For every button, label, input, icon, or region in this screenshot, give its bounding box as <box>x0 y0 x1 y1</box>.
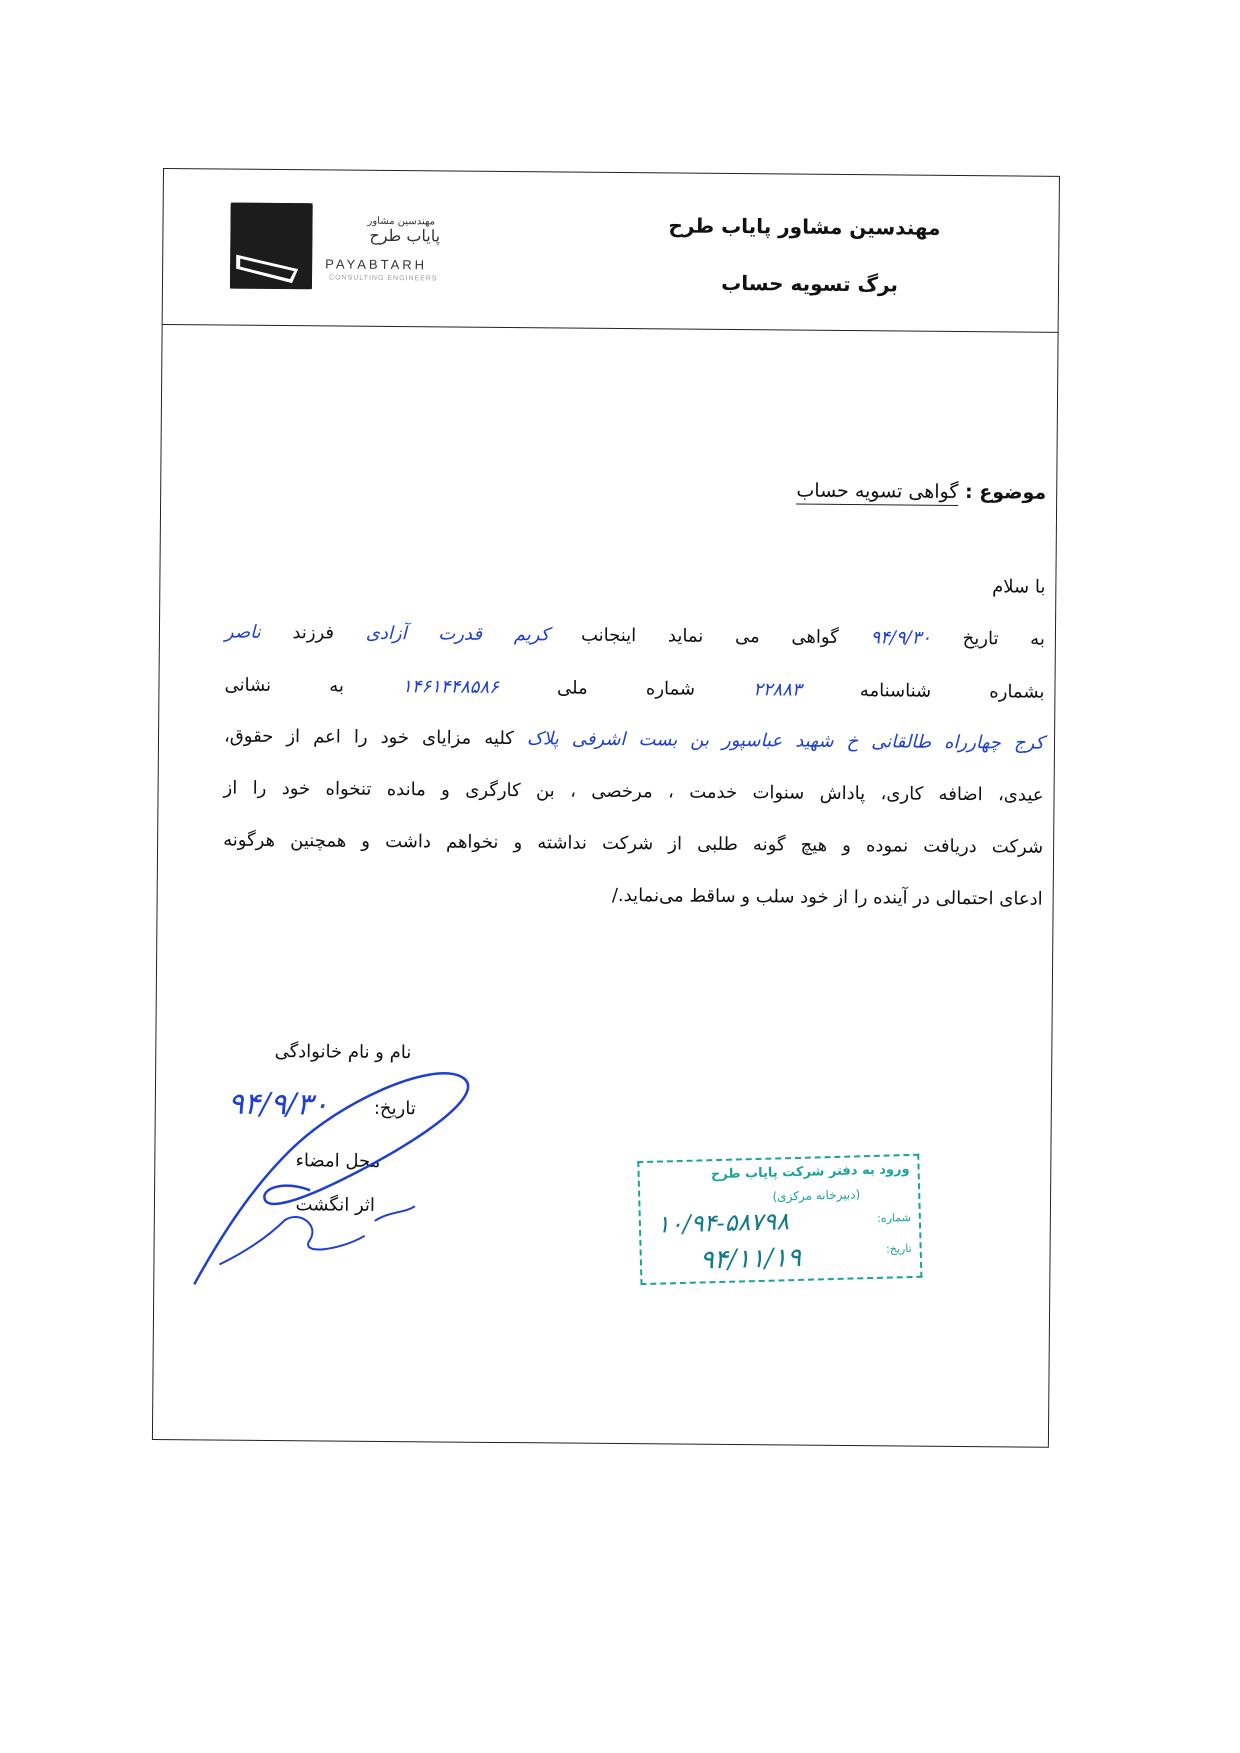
subject-label: موضوع : <box>964 481 1047 504</box>
company-logo-text <box>325 215 486 286</box>
entry-stamp <box>637 1154 922 1285</box>
fingerprint-label: اثر انگشت <box>295 1194 376 1216</box>
signature-place-label: محل امضاء <box>295 1150 381 1172</box>
document-frame <box>152 168 1060 1448</box>
handwritten-date: ۹۴/۹/۳۰ <box>870 627 932 649</box>
handwritten-signature <box>189 1059 521 1292</box>
logo-sub: CONSULTING ENGINEERS <box>329 274 438 283</box>
handwritten-national-id: ۱۴۶۱۴۴۸۵۸۶ <box>402 676 499 698</box>
handwritten-id-number: ۲۲۸۸۳ <box>753 679 802 701</box>
logo-en: PAYABTARH <box>325 256 428 273</box>
document-header <box>163 169 1059 333</box>
handwritten-name: کریم قدرت آزادی <box>365 622 550 646</box>
stamp-title: ورود به دفتر شرکت پایاب طرح <box>710 1162 910 1183</box>
date-prefix: به تاریخ <box>962 627 1045 650</box>
certifies-text: گواهی می نماید اینجانب <box>580 624 839 648</box>
stamp-date-value: ۹۴/۱۱/۱۹ <box>699 1242 802 1276</box>
child-of-label: فرزند <box>292 622 335 644</box>
company-name: مهندسین مشاور پایاب طرح <box>668 213 941 240</box>
subject-line <box>796 480 1046 504</box>
greeting: با سلام <box>992 576 1046 598</box>
stamp-date-label: تاریخ: <box>885 1241 912 1256</box>
handwritten-father-name: ناصر <box>224 621 261 643</box>
body-line-1 <box>225 622 1045 650</box>
national-id-label: شماره ملی <box>557 677 696 700</box>
logo-fa: پایاب طرح <box>369 225 441 246</box>
body-line-3-rest: کلیه مزایای خود را اعم از حقوق، <box>223 725 515 750</box>
full-name-label: نام و نام خانوادگی <box>274 1041 412 1064</box>
id-number-label: بشماره شناسنامه <box>859 680 1045 703</box>
body-line-5: شرکت دریافت نموده و هیچ گونه طلبی از شرکت نداشته و نخواهم داشت و همچنین هرگونه <box>223 829 1044 858</box>
body-line-2 <box>224 675 1044 703</box>
subject-value: گواهی تسویه حساب <box>796 480 958 506</box>
stamp-subtitle: (دبیرخانه مرکزی) <box>772 1187 861 1204</box>
address-label: به نشانی <box>224 674 345 697</box>
footer-date-label: تاریخ: <box>373 1097 416 1120</box>
body-line-4: عیدی، اضافه کاری، پاداش سنوات خدمت ، مرخصی ، بن کارگری و مانده تنخواه خود را از <box>223 777 1044 806</box>
form-title: برگ تسویه حساب <box>721 270 899 297</box>
body-line-3 <box>224 726 1044 754</box>
body-line-6: ادعای احتمالی در آینده را از خود سلب و ساقط می‌نماید./ <box>611 884 1043 910</box>
stamp-number-label: شماره: <box>876 1210 912 1225</box>
footer-handwritten-date: ۹۴/۹/۳۰ <box>227 1086 329 1123</box>
handwritten-address: کرج چهارراه طالقانی خ شهید عباسپور بن بست اشرفی پلاک <box>526 728 1045 754</box>
stamp-number-value: ۱۰/۹۴-۵۸۷۹۸ <box>656 1207 790 1239</box>
logo-fa-small: مهندسین مشاور <box>367 215 435 228</box>
company-logo-icon <box>230 203 313 290</box>
